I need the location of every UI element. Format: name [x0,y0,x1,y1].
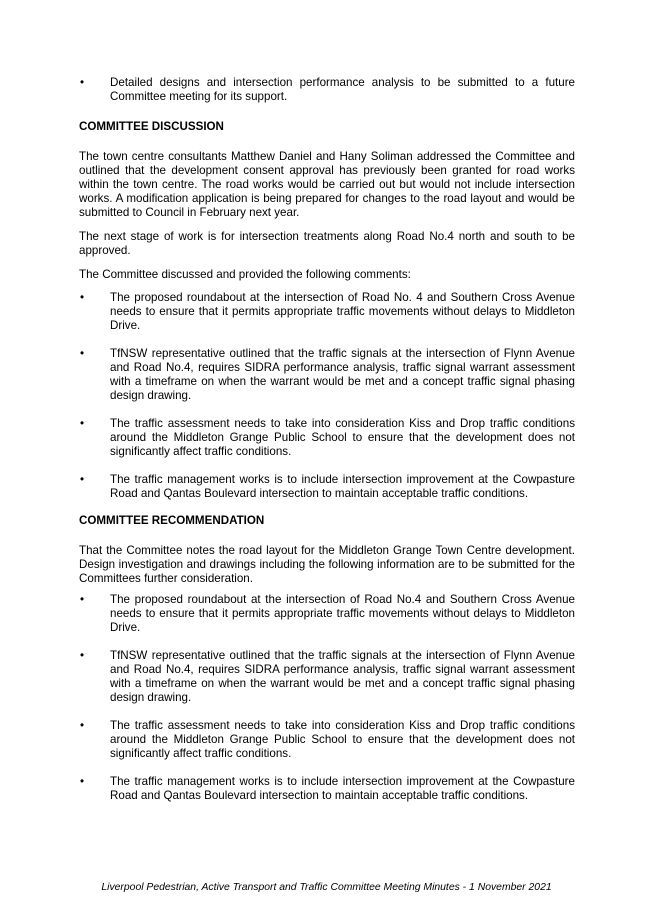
discussion-bullet-3 [79,417,575,459]
bullet-symbol: • [80,76,85,89]
bullet-text: TfNSW representative outlined that the traffic signals at the intersection of Flynn Avenue and Road No.4, requires SIDRA performance analysis, traffic signal warrant assessment with a timeframe on when the warrant would be met and a concept traffic signal phasing design drawing. [110,347,575,402]
bullet-symbol: • [80,473,85,486]
bullet-text: The proposed roundabout at the intersection of Road No. 4 and Southern Cross Avenue needs to ensure that it permits appropriate traffic movements without delays to Middleton Drive. [110,291,575,332]
page-footer: Liverpool Pedestrian, Active Transport and Traffic Committee Meeting Minutes - 1 November 2021 [101,882,552,893]
discussion-bullet-1 [79,291,575,333]
bullet-text: Detailed designs and intersection performance analysis to be submitted to a future Committee meeting for its support. [110,76,575,103]
bullet-text: The traffic management works is to include intersection improvement at the Cowpasture Road and Qantas Boulevard intersection to maintain acceptable traffic conditions. [110,473,575,500]
bullet-text: The traffic assessment needs to take into consideration Kiss and Drop traffic conditions around the Middleton Grange Public School to ensure that the development does not significantly affect traffic conditions. [110,417,575,458]
discussion-paragraph-2: The next stage of work is for intersection treatments along Road No.4 north and south to be approved. [79,230,575,257]
recommendation-bullet-4 [79,775,575,803]
bullet-symbol: • [80,775,85,788]
discussion-paragraph-3: The Committee discussed and provided the following comments: [79,268,411,281]
recommendation-bullet-2 [79,649,575,705]
bullet-text: The traffic assessment needs to take into consideration Kiss and Drop traffic conditions around the Middleton Grange Public School to ensure that the development does not significantly affect traffic conditions. [110,719,575,760]
bullet-symbol: • [80,593,85,606]
bullet-text: TfNSW representative outlined that the traffic signals at the intersection of Flynn Avenue and Road No.4, requires SIDRA performance analysis, traffic signal warrant assessment with a timeframe on when the warrant would be met and a concept traffic signal phasing design drawing. [110,649,575,704]
bullet-text: The traffic management works is to include intersection improvement at the Cowpasture Road and Qantas Boulevard intersection to maintain acceptable traffic conditions. [110,775,575,802]
recommendation-heading: COMMITTEE RECOMMENDATION [79,514,265,527]
discussion-bullet-4 [79,473,575,501]
discussion-bullet-2 [79,347,575,403]
bullet-text: The proposed roundabout at the intersection of Road No.4 and Southern Cross Avenue needs to ensure that it permits appropriate traffic movements without delays to Middleton Drive. [110,593,575,634]
bullet-symbol: • [80,291,85,304]
bullet-symbol: • [80,649,85,662]
bullet-symbol: • [80,719,85,732]
bullet-symbol: • [80,347,85,360]
recommendation-bullet-3 [79,719,575,761]
intro-bullet [79,76,575,104]
discussion-heading: COMMITTEE DISCUSSION [79,120,224,133]
recommendation-bullet-1 [79,593,575,635]
recommendation-paragraph: That the Committee notes the road layout for the Middleton Grange Town Centre development. Design investigation and drawings including the following information are to be submitted for the Committees further consideration. [79,544,575,585]
bullet-symbol: • [80,417,85,430]
discussion-paragraph-1: The town centre consultants Matthew Daniel and Hany Soliman addressed the Committee and outlined that the development consent approval has previously been granted for road works within the town centre. The road works would be carried out but would not include intersection works. A modification application is being prepared for changes to the road layout and would be submitted to Council in February next year. [79,150,575,219]
document-page [79,76,575,803]
